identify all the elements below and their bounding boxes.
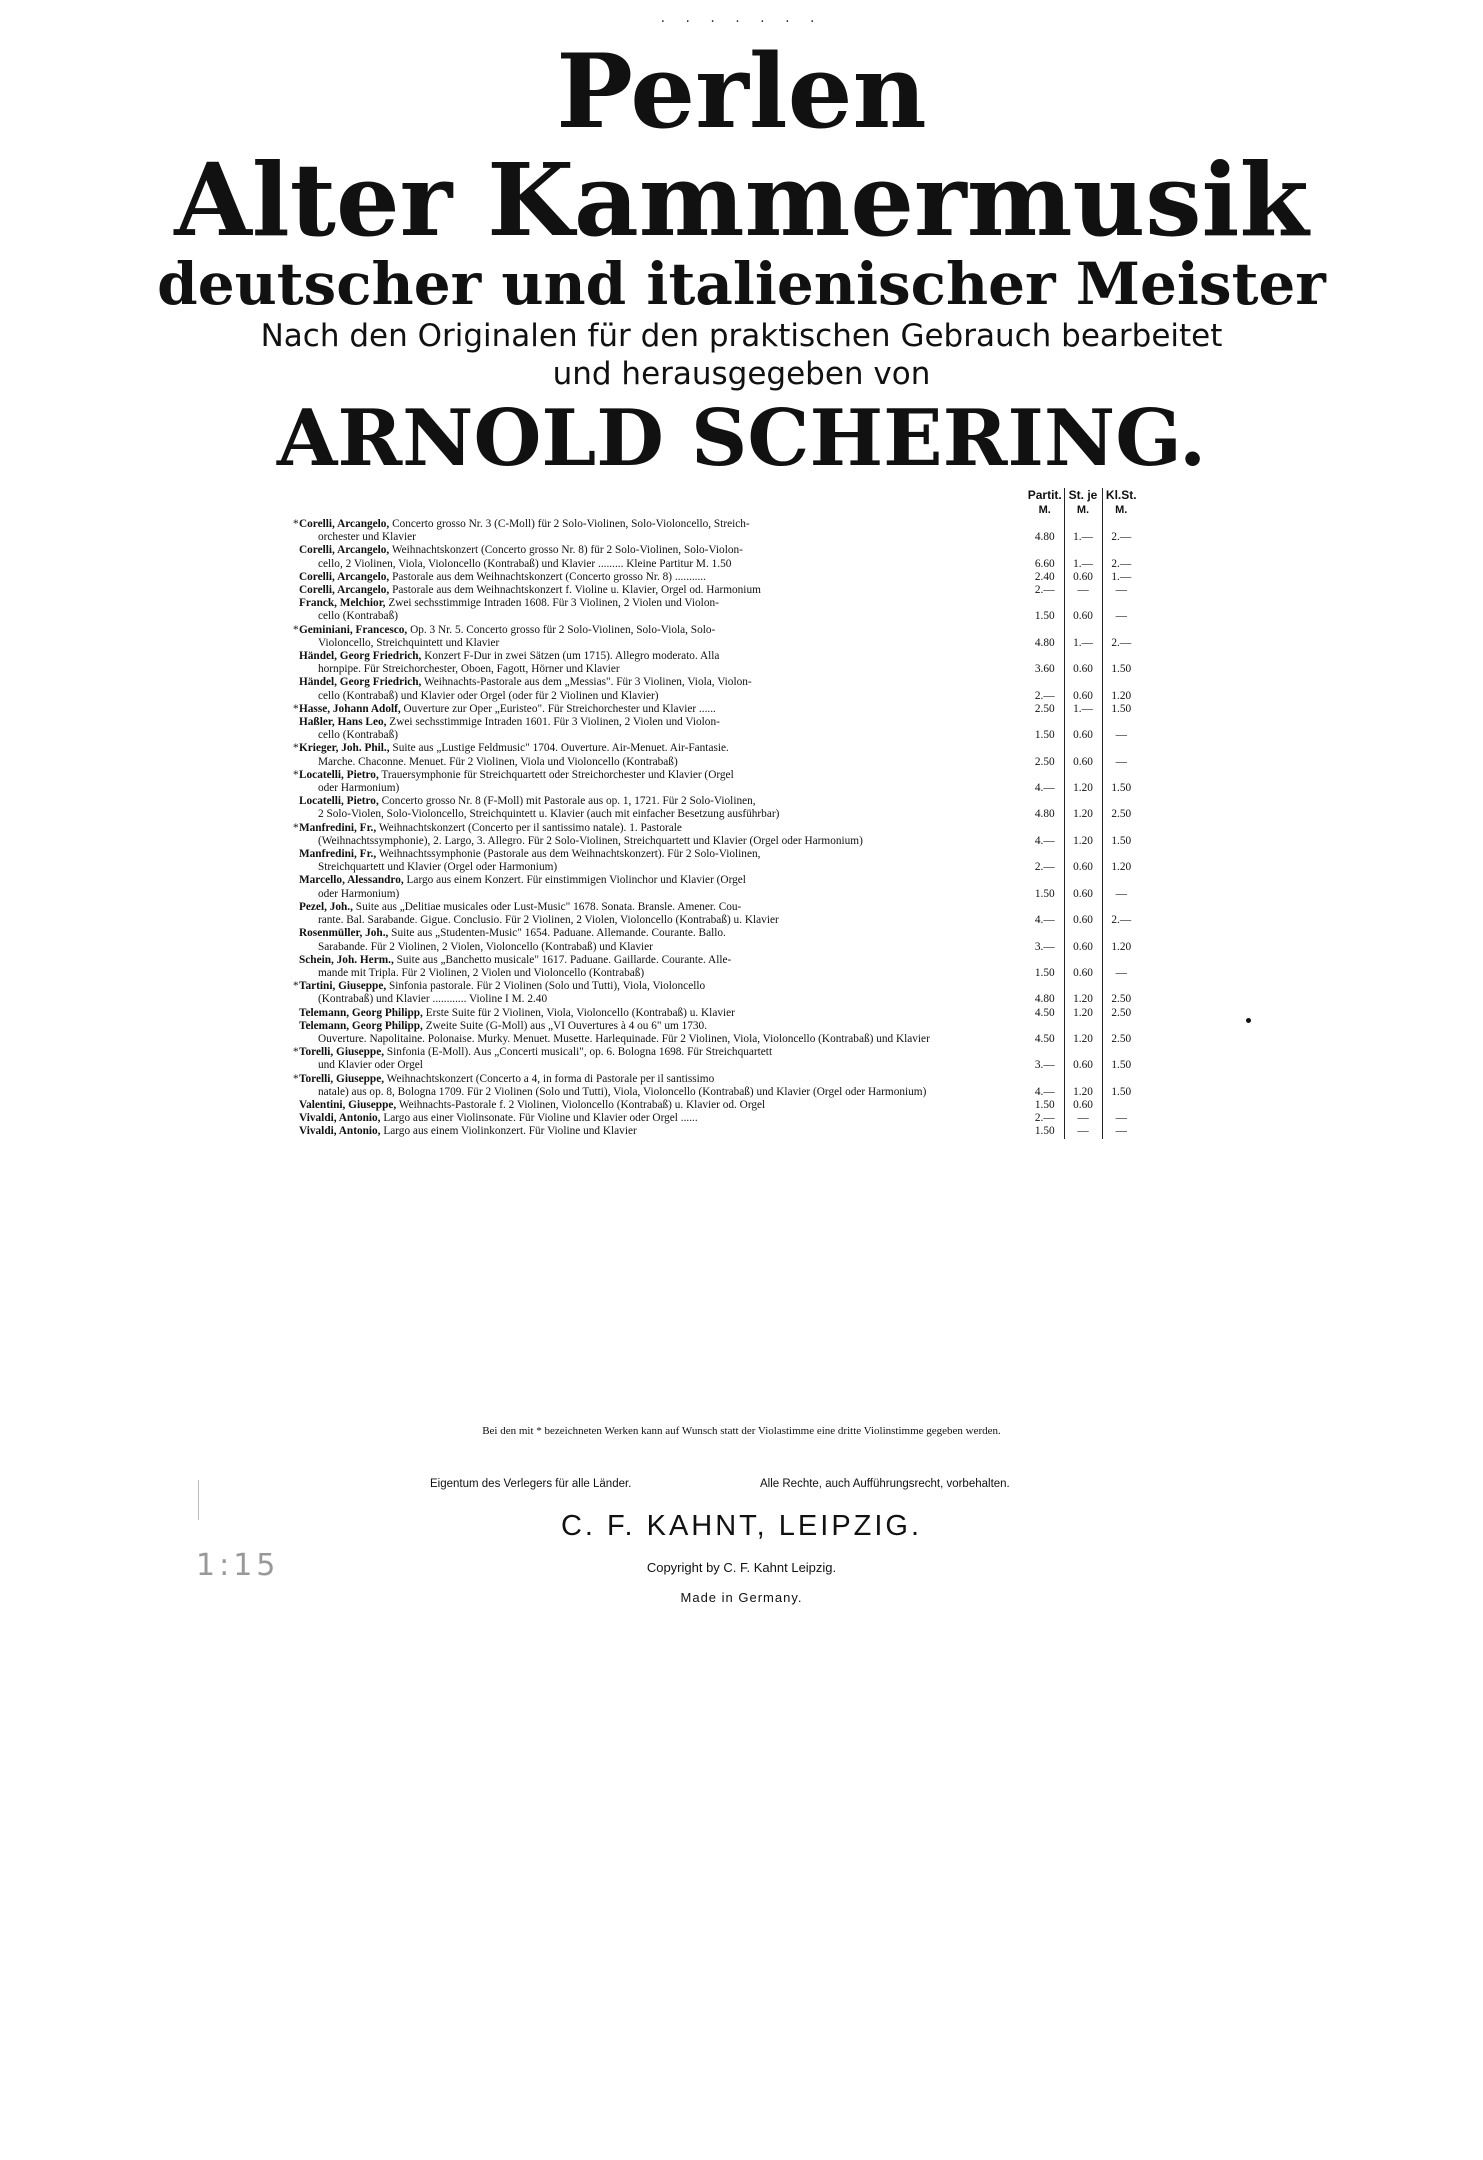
- entry-title: Trauersymphonie für Streichquartett oder Streichorchester und Klavier (Orgel: [378, 768, 734, 781]
- entry-description: [300, 1099, 1026, 1112]
- price-stimmen: —: [1064, 1125, 1102, 1138]
- price-klavier: —: [1115, 729, 1127, 742]
- table-row: [300, 1073, 1140, 1099]
- subtitle-editor-intro: und herausgegeben von: [552, 356, 931, 392]
- entry-title: Op. 3 Nr. 5. Concerto grosso für 2 Solo-Violinen, Solo-Viola, Solo-: [407, 623, 716, 636]
- price-stimmen: 1.—: [1064, 624, 1102, 650]
- table-row: [300, 901, 1140, 927]
- entry-description: [300, 954, 1026, 980]
- entry-description: [300, 1112, 1026, 1125]
- price-partitur: 4.80: [1026, 518, 1064, 544]
- entry-composer: Tartini, Giuseppe,: [299, 980, 387, 993]
- entry-description: [293, 623, 1026, 650]
- price-klavier: 1.50: [1111, 834, 1132, 847]
- entry-description: [300, 874, 1026, 900]
- entry-title: Sinfonia pastorale. Für 2 Violinen (Solo und Tutti), Viola, Violoncello: [386, 980, 706, 993]
- price-klavier: —: [1115, 1112, 1127, 1125]
- entry-description: [300, 716, 1026, 742]
- entry-composer: Torelli, Giuseppe,: [299, 1046, 385, 1059]
- entry-title: Largo aus einem Violinkonzert. Für Violine und Klavier: [380, 1125, 637, 1138]
- entry-star: *: [293, 518, 299, 530]
- entry-description: [293, 768, 1026, 795]
- price-partitur: 6.60: [1026, 544, 1064, 570]
- entry-title: Largo aus einem Konzert. Für einstimmigen Violinchor und Klavier (Orgel: [403, 874, 746, 887]
- top-marks: · · · · · · ·: [660, 14, 823, 30]
- table-row: [300, 1020, 1140, 1046]
- price-partitur: 1.50: [1026, 874, 1064, 900]
- entry-composer: Manfredini, Fr.,: [299, 848, 377, 861]
- table-row: [300, 769, 1140, 795]
- price-klavier: 1.20: [1111, 689, 1132, 702]
- price-klavier: 1.50: [1111, 663, 1132, 676]
- header-stimmen: [1064, 488, 1102, 518]
- price-partitur: 4.—: [1026, 822, 1064, 848]
- entry-continuation: rante. Bal. Sarabande. Gigue. Conclusio. Für 2 Violinen, 2 Violen, Violoncello (Kontrabaß) u. Klavier: [318, 914, 779, 927]
- table-row: [300, 1099, 1140, 1112]
- price-stimmen: 0.60: [1064, 927, 1102, 953]
- entry-continuation: orchester und Klavier: [318, 531, 416, 544]
- entry-title: Zwei sechsstimmige Intraden 1608. Für 3 Violinen, 2 Violen und Violon-: [385, 597, 719, 610]
- price-partitur: 2.—: [1026, 848, 1064, 874]
- entry-star: *: [293, 980, 299, 993]
- entry-continuation: natale) aus op. 8, Bologna 1709. Für 2 Violinen (Solo und Tutti), Viola, Violoncello (Kontrabaß) und Klavier (Orgel oder Harmonium): [318, 1085, 927, 1098]
- table-row: [300, 874, 1140, 900]
- header-partitur-label: Partit.: [1027, 488, 1062, 502]
- price-partitur: 2.50: [1026, 703, 1064, 716]
- header-partitur-unit: M.: [1038, 504, 1051, 516]
- entry-composer: Händel, Georg Friedrich,: [299, 676, 422, 689]
- price-partitur: 4.80: [1026, 624, 1064, 650]
- table-row: [300, 742, 1140, 768]
- price-partitur: 4.—: [1026, 1073, 1064, 1099]
- entry-title: Concerto grosso Nr. 8 (F-Moll) mit Pastorale aus op. 1, 1721. Für 2 Solo-Violinen,: [378, 795, 756, 808]
- price-partitur: 4.—: [1026, 901, 1064, 927]
- header-stimmen-unit: M.: [1076, 504, 1090, 516]
- price-stimmen: 0.60: [1064, 874, 1102, 900]
- entry-continuation: hornpipe. Für Streichorchester, Oboen, Fagott, Hörner und Klavier: [318, 663, 620, 676]
- table-row: [300, 1046, 1140, 1072]
- price-klavier: 1.50: [1111, 1059, 1132, 1072]
- entry-continuation: 2 Solo-Violen, Solo-Violoncello, Streichquintett u. Klavier (auch mit einfacher Besetzung ausführbar): [318, 808, 780, 821]
- entry-description: [300, 1020, 1026, 1046]
- entry-continuation: Violoncello, Streichquintett und Klavier: [318, 636, 500, 649]
- price-stimmen: 0.60: [1064, 1099, 1102, 1112]
- table-row: [300, 624, 1140, 650]
- entry-composer: Vivaldi, Antonio,: [299, 1125, 381, 1138]
- entry-title: Concerto grosso Nr. 3 (C-Moll) für 2 Solo-Violinen, Solo-Violoncello, Streich-: [389, 518, 750, 530]
- entry-description: [293, 518, 1026, 544]
- price-klavier: 2.50: [1111, 808, 1132, 821]
- entry-title: Weihnachtskonzert (Concerto grosso Nr. 8) für 2 Solo-Violinen, Solo-Violon-: [389, 544, 743, 557]
- entry-description: [300, 848, 1026, 874]
- header-partitur: [1026, 488, 1064, 518]
- entry-composer: Corelli, Arcangelo,: [299, 584, 390, 597]
- table-row: [300, 650, 1140, 676]
- entry-continuation: cello (Kontrabaß): [318, 729, 398, 742]
- entry-continuation: Marche. Chaconne. Menuet. Für 2 Violinen, Viola und Violoncello (Kontrabaß): [318, 755, 678, 768]
- entry-description: [300, 927, 1026, 953]
- entry-composer: Corelli, Arcangelo,: [299, 544, 390, 557]
- header-klavier-unit: M.: [1115, 504, 1128, 516]
- entry-continuation: mande mit Tripla. Für 2 Violinen, 2 Violen und Violoncello (Kontrabaß): [318, 966, 645, 979]
- price-stimmen: 0.60: [1064, 901, 1102, 927]
- price-partitur: 4.80: [1026, 795, 1064, 821]
- table-row: [300, 703, 1140, 716]
- entry-composer: Schein, Joh. Herm.,: [299, 953, 394, 966]
- price-klavier: 1.50: [1111, 702, 1132, 715]
- table-row: [300, 716, 1140, 742]
- price-stimmen: 0.60: [1064, 716, 1102, 742]
- table-row: [300, 954, 1140, 980]
- price-partitur: 1.50: [1026, 1125, 1064, 1138]
- entry-description: [300, 584, 1026, 597]
- price-stimmen: 0.60: [1064, 676, 1102, 702]
- price-stimmen: 1.20: [1064, 1007, 1102, 1020]
- entry-continuation: (Weihnachtssymphonie), 2. Largo, 3. Allegro. Für 2 Solo-Violinen, Streichquartett und Klavier (Orgel oder Harmonium): [318, 834, 863, 847]
- entry-title: Erste Suite für 2 Violinen, Viola, Violoncello (Kontrabaß) u. Klavier: [422, 1006, 735, 1019]
- library-stamp-marks: [198, 1480, 213, 1520]
- price-stimmen: 0.60: [1064, 1046, 1102, 1072]
- table-row: [300, 1007, 1140, 1020]
- price-stimmen: 1.—: [1064, 703, 1102, 716]
- editor-name: ARNOLD SCHERING.: [276, 393, 1207, 484]
- price-klavier: 1.20: [1111, 861, 1132, 874]
- price-stimmen: 1.20: [1064, 1020, 1102, 1046]
- price-stimmen: 1.20: [1064, 1073, 1102, 1099]
- price-partitur: 3.60: [1026, 650, 1064, 676]
- entry-continuation: cello (Kontrabaß) und Klavier oder Orgel (oder für 2 Violinen und Klavier): [318, 689, 659, 702]
- entry-composer: Pezel, Joh.,: [299, 900, 353, 913]
- price-stimmen: 0.60: [1064, 954, 1102, 980]
- price-stimmen: 1.—: [1064, 518, 1102, 544]
- price-stimmen: 1.—: [1064, 544, 1102, 570]
- subtitle-originals: Nach den Originalen für den praktischen Gebrauch bearbeitet: [260, 318, 1223, 354]
- table-row: [300, 544, 1140, 570]
- price-klavier: 2.50: [1111, 1006, 1132, 1019]
- table-row: [300, 980, 1140, 1006]
- entry-title: Suite aus „Lustige Feldmusic" 1704. Ouverture. Air-Menuet. Air-Fantasie.: [389, 742, 729, 755]
- entry-title: Largo aus einer Violinsonate. Für Violine und Klavier oder Orgel ......: [380, 1112, 698, 1125]
- price-partitur: 3.—: [1026, 1046, 1064, 1072]
- title-meister: deutscher und italienischer Meister: [157, 250, 1326, 318]
- entry-title: Ouverture zur Oper „Euristeo". Für Streichorchester und Klavier ......: [400, 702, 716, 715]
- price-stimmen: 1.20: [1064, 980, 1102, 1006]
- entry-title: Zwei sechsstimmige Intraden 1601. Für 3 Violinen, 2 Violen und Violon-: [386, 716, 720, 729]
- table-row: [300, 795, 1140, 821]
- price-klavier: 2.—: [1111, 531, 1132, 544]
- price-klavier: 1.50: [1111, 1085, 1132, 1098]
- rights-notice: Alle Rechte, auch Aufführungsrecht, vorbehalten.: [760, 1478, 1010, 1490]
- entry-title: Konzert F-Dur in zwei Sätzen (um 1715). Allegro moderato. Alla: [421, 650, 720, 663]
- price-stimmen: —: [1064, 1112, 1102, 1125]
- price-partitur: 4.80: [1026, 980, 1064, 1006]
- entry-composer: Haßler, Hans Leo,: [299, 716, 387, 729]
- price-stimmen: —: [1064, 584, 1102, 597]
- entry-description: [300, 1007, 1026, 1020]
- entry-title: Pastorale aus dem Weihnachtskonzert f. Violine u. Klavier, Orgel od. Harmonium: [389, 584, 761, 597]
- price-klavier: 2.—: [1111, 557, 1132, 570]
- entry-continuation: Ouverture. Napolitaine. Polonaise. Murky. Menuet. Musette. Harlequinade. Für 2 Violinen, Viola, Violoncello (Kontrabaß) und Klavier: [318, 1032, 930, 1045]
- title-alter-kammermusik: Alter Kammermusik: [174, 141, 1309, 259]
- price-partitur: 2.—: [1026, 676, 1064, 702]
- price-stimmen: 0.60: [1064, 848, 1102, 874]
- entry-description: [300, 597, 1026, 623]
- entry-title: Weihnachtskonzert (Concerto a 4, in forma di Pastorale per il santissimo: [384, 1072, 715, 1085]
- header-klavier-label: Kl.St.: [1105, 488, 1137, 502]
- entry-composer: Rosenmüller, Joh.,: [299, 927, 389, 940]
- table-row: [300, 1125, 1140, 1138]
- price-partitur: 1.50: [1026, 954, 1064, 980]
- entry-description: [293, 980, 1026, 1006]
- entry-title: Weihnachts-Pastorale f. 2 Violinen, Violoncello (Kontrabaß) u. Klavier od. Orgel: [396, 1098, 766, 1111]
- header-blank: [300, 488, 1026, 518]
- entry-composer: Manfredini, Fr.,: [299, 821, 377, 834]
- price-stimmen: 1.20: [1064, 769, 1102, 795]
- entry-composer: Locatelli, Pietro,: [299, 795, 379, 808]
- entry-continuation: cello (Kontrabaß): [318, 610, 398, 623]
- entry-composer: Geminiani, Francesco,: [299, 623, 408, 636]
- price-partitur: 2.40: [1026, 571, 1064, 584]
- entry-title: Suite aus „Delitiae musicales oder Lust-Music" 1678. Sonata. Bransle. Amener. Cou-: [352, 900, 742, 913]
- price-klavier: —: [1115, 966, 1127, 979]
- entry-star: *: [293, 1072, 299, 1085]
- table-row: [300, 1112, 1140, 1125]
- entry-star: *: [293, 1046, 299, 1059]
- entry-composer: Corelli, Arcangelo,: [299, 570, 390, 583]
- price-stimmen: 1.20: [1064, 795, 1102, 821]
- price-list-body: [293, 518, 1140, 1139]
- entry-description: [300, 901, 1026, 927]
- entry-description: [293, 821, 1026, 848]
- price-partitur: 1.50: [1026, 716, 1064, 742]
- entry-composer: Krieger, Joh. Phil.,: [299, 742, 390, 755]
- entry-star: *: [293, 702, 299, 715]
- copyright-line: Copyright by C. F. Kahnt Leipzig.: [646, 1560, 837, 1575]
- price-klavier: —: [1115, 1125, 1127, 1138]
- price-partitur: 2.—: [1026, 1112, 1064, 1125]
- header-stimmen-label: St. je: [1068, 488, 1098, 502]
- entry-title: Pastorale aus dem Weihnachtskonzert (Concerto grosso Nr. 8) ...........: [389, 570, 706, 583]
- entry-title: Weihnachtssymphonie (Pastorale aus dem Weihnachtskonzert). Für 2 Solo-Violinen,: [376, 848, 761, 861]
- price-stimmen: 1.20: [1064, 822, 1102, 848]
- price-partitur: 3.—: [1026, 927, 1064, 953]
- price-partitur: 4.50: [1026, 1020, 1064, 1046]
- entry-composer: Telemann, Georg Philipp,: [299, 1006, 423, 1019]
- entry-description: [300, 1125, 1026, 1138]
- entry-title: Zweite Suite (G-Moll) aus „VI Ouvertures à 4 ou 6" um 1730.: [422, 1019, 708, 1032]
- entry-description: [293, 742, 1026, 768]
- entry-description: [300, 571, 1026, 584]
- table-row: [300, 597, 1140, 623]
- price-klavier: 2.—: [1111, 636, 1132, 649]
- table-row: [300, 584, 1140, 597]
- entry-description: [300, 544, 1026, 570]
- ink-dot: [1246, 1018, 1251, 1023]
- price-partitur: 2.—: [1026, 584, 1064, 597]
- entry-star: *: [293, 742, 299, 755]
- entry-continuation: Streichquartett und Klavier (Orgel oder Harmonium): [318, 861, 558, 874]
- entry-title: Weihnachtskonzert (Concerto per il santissimo natale). 1. Pastorale: [376, 821, 682, 834]
- entry-continuation: cello, 2 Violinen, Viola, Violoncello (Kontrabaß) und Klavier ......... Kleine Partitur M. 1.50: [318, 557, 732, 570]
- price-stimmen: 0.60: [1064, 650, 1102, 676]
- entry-continuation: Sarabande. Für 2 Violinen, 2 Violen, Violoncello (Kontrabaß) und Klavier: [318, 940, 653, 953]
- table-row: [300, 927, 1140, 953]
- publisher-name: C. F. KAHNT, LEIPZIG.: [560, 1510, 923, 1542]
- entry-composer: Marcello, Alessandro,: [299, 874, 404, 887]
- price-partitur: 4.—: [1026, 769, 1064, 795]
- price-klavier: 2.50: [1111, 1032, 1132, 1045]
- price-klavier: 2.50: [1111, 993, 1132, 1006]
- entry-composer: Telemann, Georg Philipp,: [299, 1019, 423, 1032]
- table-row: [300, 518, 1140, 544]
- price-klavier: [1102, 1099, 1140, 1112]
- entry-title: Weihnachts-Pastorale aus dem „Messias". Für 3 Violinen, Viola, Violon-: [421, 676, 752, 689]
- entry-description: [293, 1072, 1026, 1099]
- entry-composer: Torelli, Giuseppe,: [299, 1072, 385, 1085]
- table-row: [300, 676, 1140, 702]
- table-row: [300, 848, 1140, 874]
- price-stimmen: 0.60: [1064, 742, 1102, 768]
- price-partitur: 4.50: [1026, 1007, 1064, 1020]
- entry-continuation: und Klavier oder Orgel: [318, 1059, 423, 1072]
- entry-composer: Corelli, Arcangelo,: [299, 518, 390, 530]
- ownership-notice: Eigentum des Verlegers für alle Länder.: [430, 1478, 632, 1490]
- price-klavier: 1.—: [1111, 570, 1132, 583]
- entry-title: Sinfonia (E-Moll). Aus „Concerti musicali", op. 6. Bologna 1698. Für Streichquartett: [384, 1046, 773, 1059]
- entry-composer: Franck, Melchior,: [299, 597, 386, 610]
- entry-title: Suite aus „Banchetto musicale" 1617. Paduane. Gaillarde. Courante. Alle-: [393, 953, 732, 966]
- price-klavier: —: [1115, 887, 1127, 900]
- price-klavier: 2.—: [1111, 914, 1132, 927]
- entry-description: [293, 702, 1026, 716]
- table-header-row: [300, 488, 1140, 518]
- price-partitur: 2.50: [1026, 742, 1064, 768]
- library-stamp: 1:15: [196, 1548, 280, 1583]
- entry-description: [300, 650, 1026, 676]
- price-partitur: 1.50: [1026, 597, 1064, 623]
- entry-star: *: [293, 821, 299, 834]
- table-row: [300, 822, 1140, 848]
- price-klavier: —: [1115, 610, 1127, 623]
- entry-star: *: [293, 623, 299, 636]
- entry-star: *: [293, 768, 299, 781]
- entry-continuation: oder Harmonium): [318, 887, 400, 900]
- entry-composer: Locatelli, Pietro,: [299, 768, 379, 781]
- price-klavier: —: [1115, 755, 1127, 768]
- entry-title: Suite aus „Studenten-Music" 1654. Paduane. Allemande. Courante. Ballo.: [388, 927, 726, 940]
- entry-continuation: oder Harmonium): [318, 782, 400, 795]
- entry-description: [300, 676, 1026, 702]
- entry-composer: Valentini, Giuseppe,: [299, 1098, 397, 1111]
- entry-composer: Hasse, Johann Adolf,: [299, 702, 401, 715]
- entry-composer: Vivaldi, Antonio,: [299, 1112, 381, 1125]
- price-klavier: 1.20: [1111, 940, 1132, 953]
- entry-composer: Händel, Georg Friedrich,: [299, 650, 422, 663]
- price-list-table: [293, 488, 1140, 1139]
- price-stimmen: 0.60: [1064, 597, 1102, 623]
- price-stimmen: 0.60: [1064, 571, 1102, 584]
- entry-description: [300, 795, 1026, 821]
- footnote: Bei den mit * bezeichneten Werken kann auf Wunsch statt der Violastimme eine dritte Violinstimme gegeben werden.: [482, 1425, 1001, 1437]
- entry-description: [293, 1046, 1026, 1072]
- entry-continuation: (Kontrabaß) und Klavier ............ Violine I M. 2.40: [318, 993, 548, 1006]
- price-klavier: 1.50: [1111, 782, 1132, 795]
- price-partitur: 1.50: [1026, 1099, 1064, 1112]
- header-klavier: [1102, 488, 1140, 518]
- title-perlen: Perlen: [556, 32, 927, 152]
- made-in-germany: Made in Germany.: [680, 1590, 803, 1605]
- table-row: [300, 571, 1140, 584]
- price-klavier: —: [1115, 584, 1127, 597]
